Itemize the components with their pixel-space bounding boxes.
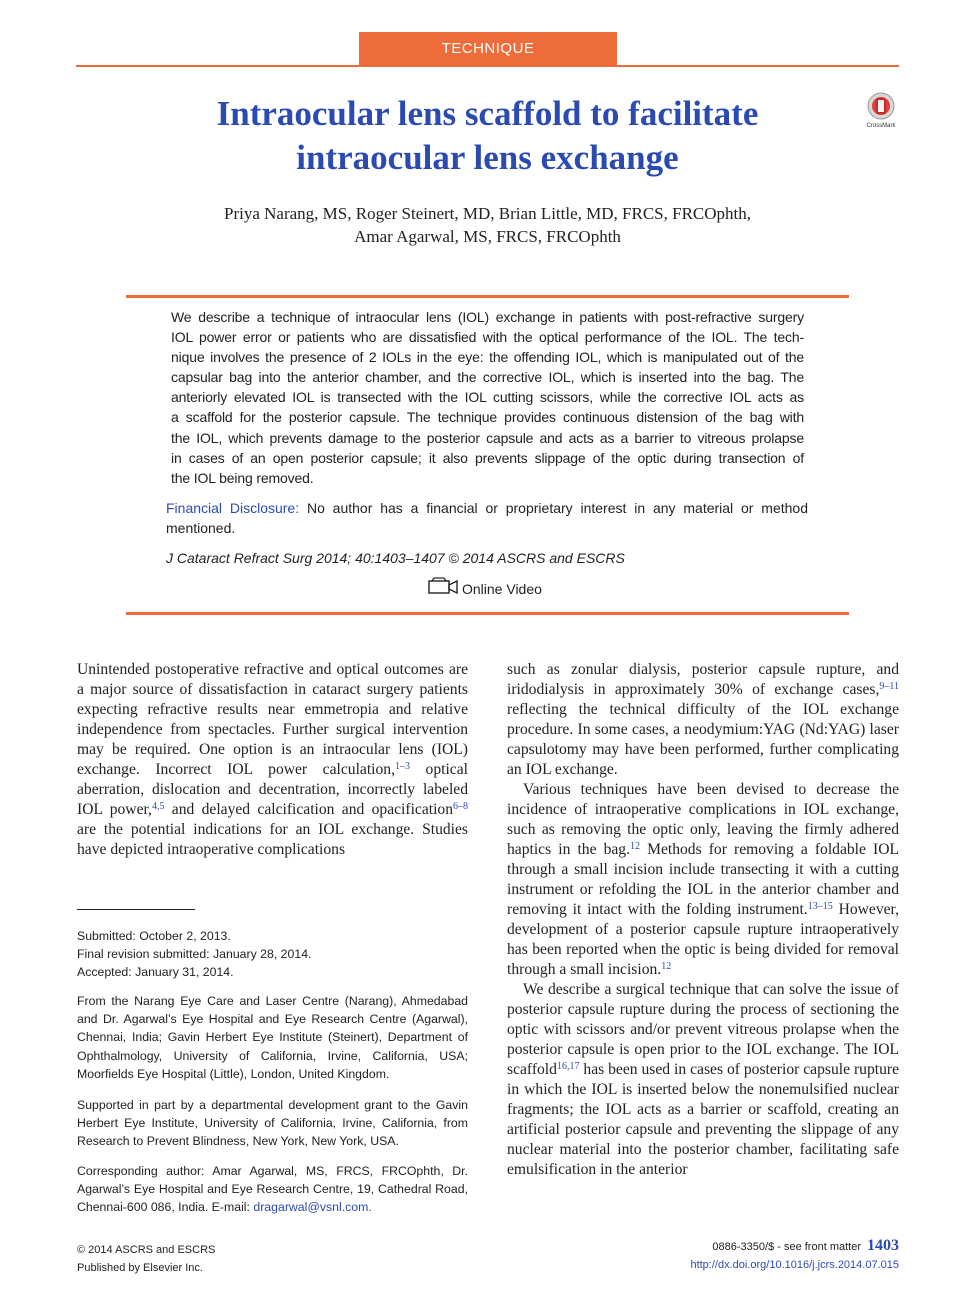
body-column-right [507, 660, 899, 1180]
paragraph [507, 660, 899, 780]
header-rule [76, 65, 899, 67]
paragraph [507, 780, 899, 980]
footer-left [77, 1241, 215, 1277]
abstract-bottom-rule [126, 612, 849, 615]
financial-disclosure [166, 498, 808, 538]
doi-link[interactable]: http://dx.doi.org/10.1016/j.jcrs.2014.07.015 [690, 1259, 899, 1271]
text-run: Various techniques have been devised to decrease the incidence of intraoperative complications in IOL exchange, such as removing the optic only, leaving the firmly adhered haptics in the bag. [507, 781, 899, 858]
text-run: reflecting the technical difficulty of the IOL exchange procedure. In some cases, a neodymium:YAG (Nd:YAG) laser capsulotomy may have been performed, further complicating an IOL exchange. [507, 701, 899, 778]
abstract-line: the IOL, which prevents damage to the posterior capsule and acts as a barrier to vitreous prolapse [171, 429, 804, 446]
title-line-1: Intraocular lens scaffold to facilitate [216, 94, 759, 133]
text-run: optical aberration, dislocation and decentration, incorrectly labeled IOL power, [77, 761, 468, 818]
email-link[interactable]: dragarwal@vsnl.com. [253, 1200, 372, 1215]
authors-line-2: Amar Agarwal, MS, FRCS, FRCOphth [354, 227, 621, 246]
online-video-link[interactable] [428, 578, 542, 600]
paragraph [77, 660, 468, 860]
video-label: Online Video [462, 581, 542, 597]
issn-line [600, 1237, 899, 1256]
submitted-date: Submitted: October 2, 2013. [77, 929, 231, 943]
support-text: Supported in part by a departmental development grant to the Gavin Herbert Eye Institute, University of California, Irvine, California, from Research to Prevent Blindness, New York, New York, USA. [77, 1098, 468, 1149]
body-column-left [77, 660, 468, 860]
affiliations-text: From the Narang Eye Care and Laser Centre (Narang), Ahmedabad and Dr. Agarwal’s Eye Hospital and Eye Research Centre (Agarwal), Chennai, India; Gavin Herbert Eye Institute (Steinert), Department of Ophthalmology, University of California, Irvine, California, USA; Moorfields Eye Hospital (Little), London, United Kingdom. [77, 994, 468, 1081]
abstract [171, 307, 804, 488]
reference-link[interactable]: 9–11 [879, 681, 899, 692]
abstract-line: in cases of an open posterior capsule; it also prevents slippage of the optic during transection of [171, 449, 804, 466]
author-list [120, 202, 855, 248]
abstract-line: a scaffold for the posterior capsule. The technique provides continuous distension of the bag with [171, 409, 804, 426]
text-run: We describe a surgical technique that can solve the issue of posterior capsule rupture during the process of sectioning the optic with scissors and/or prevent vitreous prolapse when the posterior capsule is open prior to the IOL exchange. The IOL scaffold [507, 981, 899, 1078]
text-run: has been used in cases of posterior capsule rupture in which the IOL is inserted below the nonemulsified nuclear fragments; the IOL acts as a barrier or scaffold, creating an artificial posterior capsule and preventing the slippage of any nuclear material into the posterior chamber, facilitating safe emulsification in the anterior [507, 1061, 899, 1178]
corresponding-text: Corresponding author: Amar Agarwal, MS, FRCS, FRCOphth, Dr. Agarwal’s Eye Hospital and Eye Research Centre, 19, Cathedral Road, Chennai-600 086, India. E-mail: [77, 1164, 468, 1215]
text-run: such as zonular dialysis, posterior capsule rupture, and iridodialysis in approximately 30% of exchange cases, [507, 661, 899, 698]
publisher: Published by Elsevier Inc. [77, 1262, 203, 1274]
reference-link[interactable]: 16,17 [556, 1061, 580, 1072]
section-tag: TECHNIQUE [359, 32, 617, 66]
authors-line-1: Priya Narang, MS, Roger Steinert, MD, Brian Little, MD, FRCS, FRCOphth, [224, 204, 751, 223]
reference-link[interactable]: 12 [630, 841, 640, 852]
paragraph [507, 980, 899, 1180]
video-camera-icon [428, 577, 458, 601]
footnote-rule [77, 909, 195, 910]
abstract-line: anteriorly elevated IOL is transected with the IOL cutting scissors, while the corrective IOL acts as [171, 389, 804, 406]
abstract-line: We describe a technique of intraocular lens (IOL) exchange in patients with post-refractive surgery [171, 309, 804, 325]
abstract-line: nique involves the presence of 2 IOLs in the eye: the offending IOL, which is manipulated out of the [171, 349, 804, 366]
disclosure-text: No author has a financial or proprietary interest in any material or method mentioned. [166, 500, 808, 536]
page-number: 1403 [867, 1237, 899, 1254]
crossmark-icon[interactable] [864, 92, 898, 130]
accepted-date: Accepted: January 31, 2014. [77, 965, 234, 980]
abstract-line: IOL power error or patients who are dissatisfied with the optical performance of the IOL. The tech- [171, 329, 804, 346]
disclosure-label: Financial Disclosure: [166, 500, 300, 516]
reference-link[interactable]: 13–15 [807, 901, 833, 912]
footer-right [600, 1237, 899, 1274]
text-run: Methods for removing a foldable IOL through a small incision include transecting it with a cutting instrument or refolding the IOL in the anterior chamber and removing it intact with the folding instrument. [507, 841, 899, 918]
corresponding-author [77, 1162, 468, 1217]
abstract-line: the IOL being removed. [171, 469, 314, 486]
issn: 0886-3350/$ - see front matter [712, 1241, 861, 1253]
text-run: Unintended postoperative refractive and optical outcomes are a major source of dissatisfaction in cataract surgery patients expecting refractive results near emmetropia and relative independence from spectacles. Further surgical intervention may be required. One option is an intraocular lens (IOL) exchange. Incorrect IOL power calculation, [77, 661, 468, 778]
abstract-line: capsular bag into the anterior chamber, and the corrective IOL, which is inserted into the bag. The [171, 369, 804, 386]
text-run: and delayed calcification and opacification [164, 801, 453, 818]
article-title [120, 92, 855, 180]
reference-link[interactable]: 12 [661, 961, 672, 972]
text-run: are the potential indications for an IOL exchange. Studies have depicted intraoperative complications [77, 821, 468, 858]
funding-note [77, 1096, 468, 1151]
copyright: © 2014 ASCRS and ESCRS [77, 1244, 216, 1256]
affiliations [77, 992, 468, 1083]
title-line-2: intraocular lens exchange [296, 138, 679, 177]
text-run: However, development of a posterior capsule rupture intraoperatively has been reported when the optic is being divided for removal through a small incision. [507, 901, 899, 978]
abstract-top-rule [126, 295, 849, 298]
reference-link[interactable]: 1–3 [394, 761, 410, 772]
journal-citation: J Cataract Refract Surg 2014; 40:1403–1407 © 2014 ASCRS and ESCRS [166, 550, 625, 566]
revision-date: Final revision submitted: January 28, 2014. [77, 947, 312, 962]
reference-link[interactable]: 6–8 [453, 801, 468, 812]
submission-dates [77, 927, 468, 982]
reference-link[interactable]: 4,5 [151, 801, 165, 812]
corresponding-paragraph [77, 1162, 468, 1217]
crossmark-label: CrossMark [866, 123, 896, 129]
